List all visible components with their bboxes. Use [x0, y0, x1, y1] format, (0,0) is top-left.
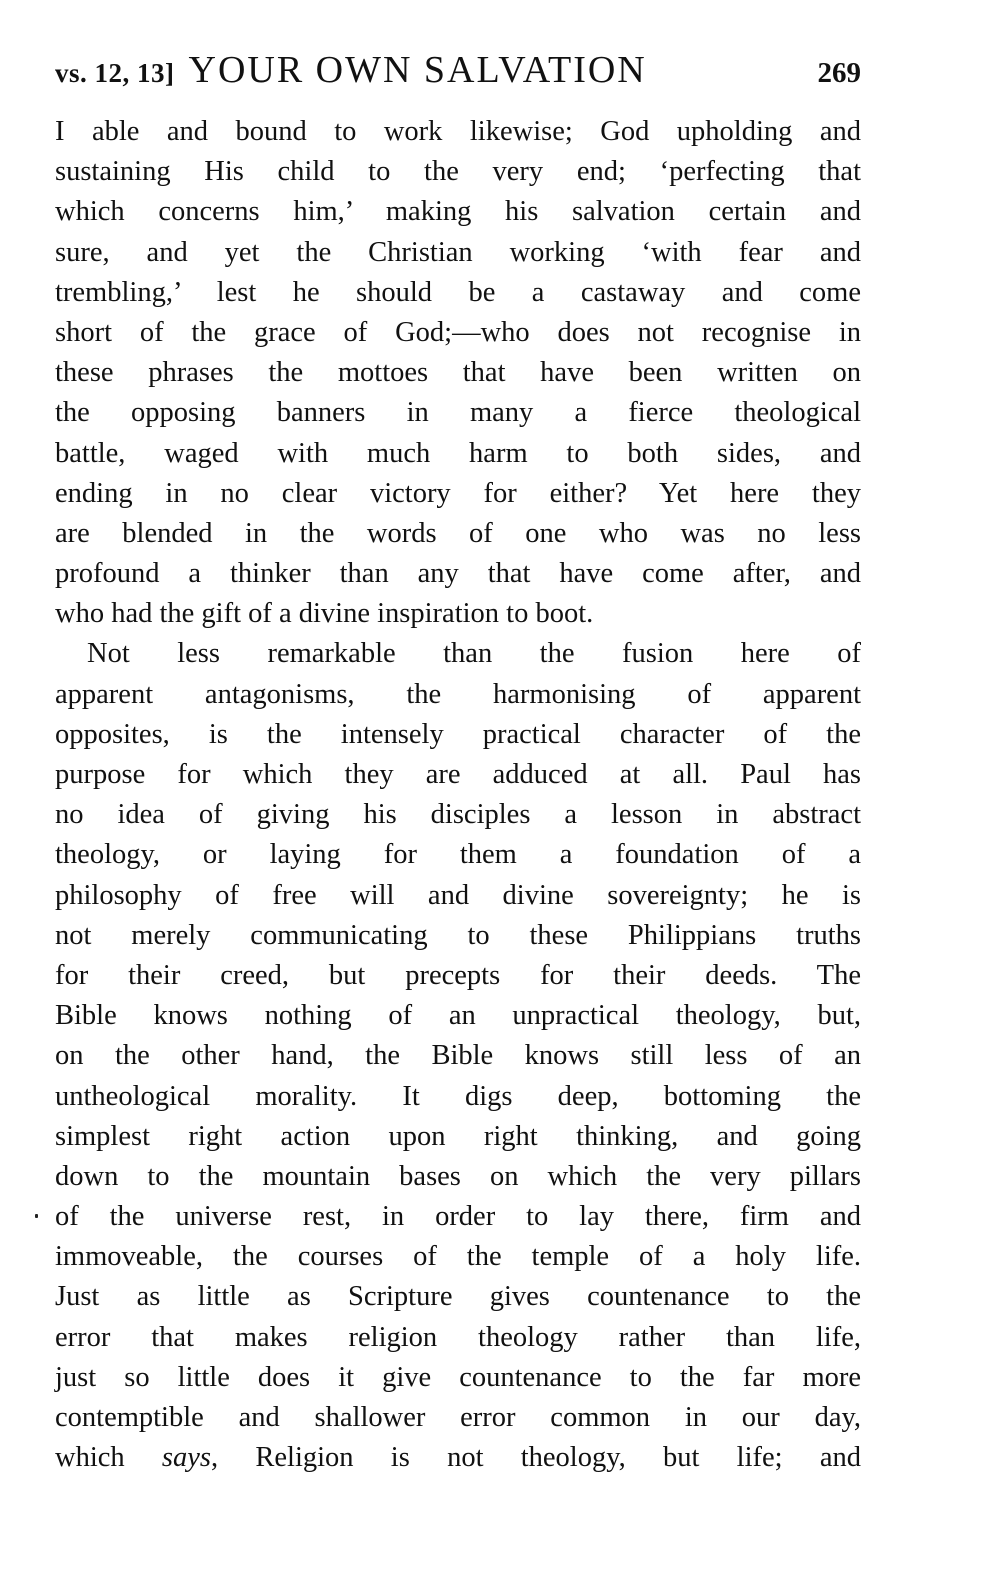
text-line: just so little does it give countenance to the far more — [55, 1361, 861, 1393]
text-line: error that makes religion theology rather than life, — [55, 1321, 861, 1353]
text-line: the opposing banners in many a fierce theological — [55, 397, 861, 429]
body-text — [55, 112, 861, 1478]
text-line: on the other hand, the Bible knows still less of an — [55, 1040, 861, 1072]
text-line: not merely communicating to these Philippians truths — [55, 919, 861, 951]
margin-speck — [35, 1214, 38, 1218]
paragraph — [55, 634, 861, 1478]
text-line-with-emphasis — [55, 1438, 861, 1478]
text-line: Bible knows nothing of an unpractical theology, but, — [55, 1000, 861, 1032]
running-header — [55, 48, 861, 104]
text-line: for their creed, but precepts for their deeds. The — [55, 959, 861, 991]
text-line: sure, and yet the Christian working ‘with fear and — [55, 236, 861, 268]
verse-reference: vs. 12, 13] — [55, 58, 175, 88]
text-line: apparent antagonisms, the harmonising of apparent — [55, 678, 861, 710]
text-fragment: which — [55, 1442, 162, 1474]
text-line: no idea of giving his disciples a lesson in abstract — [55, 799, 861, 831]
text-line: of the universe rest, in order to lay there, firm and — [55, 1201, 861, 1233]
text-line: I able and bound to work likewise; God upholding and — [55, 116, 861, 147]
text-line: simplest right action upon right thinking, and going — [55, 1120, 861, 1152]
text-line: ending in no clear victory for either? Yet here they — [55, 477, 861, 509]
text-line: short of the grace of God;—who does not recognise in — [55, 316, 861, 348]
text-line: opposites, is the intensely practical character of the — [55, 718, 861, 750]
paragraph — [55, 112, 861, 634]
page-number: 269 — [817, 57, 861, 89]
text-line: contemptible and shallower error common in our day, — [55, 1402, 861, 1433]
text-line: sustaining His child to the very end; ‘perfecting that — [55, 156, 861, 188]
text-line: untheological morality. It digs deep, bottoming the — [55, 1080, 861, 1112]
text-line: purpose for which they are adduced at all. Paul has — [55, 759, 861, 790]
text-line: theology, or laying for them a foundation of a — [55, 839, 861, 871]
text-line: trembling,’ lest he should be a castaway and come — [55, 276, 861, 308]
text-line: who had the gift of a divine inspiration to boot. — [55, 598, 594, 630]
running-title: YOUR OWN SALVATION — [188, 49, 647, 91]
text-line: battle, waged with much harm to both sides, and — [55, 437, 861, 469]
text-line: down to the mountain bases on which the very pillars — [55, 1160, 861, 1192]
text-line: profound a thinker than any that have come after, and — [55, 558, 861, 590]
text-line: these phrases the mottoes that have been written on — [55, 357, 861, 389]
text-line: Not less remarkable than the fusion here of — [87, 638, 861, 670]
text-line: philosophy of free will and divine sovereignty; he is — [55, 879, 861, 911]
book-page — [55, 48, 861, 1478]
emphasized-word: says — [161, 1442, 211, 1474]
text-fragment: , Religion is not theology, but life; and — [211, 1442, 861, 1474]
text-line: immoveable, the courses of the temple of a holy life. — [55, 1241, 861, 1273]
text-line: Just as little as Scripture gives countenance to the — [55, 1281, 861, 1313]
text-line: are blended in the words of one who was no less — [55, 517, 861, 549]
text-line: which concerns him,’ making his salvation certain and — [55, 196, 861, 228]
